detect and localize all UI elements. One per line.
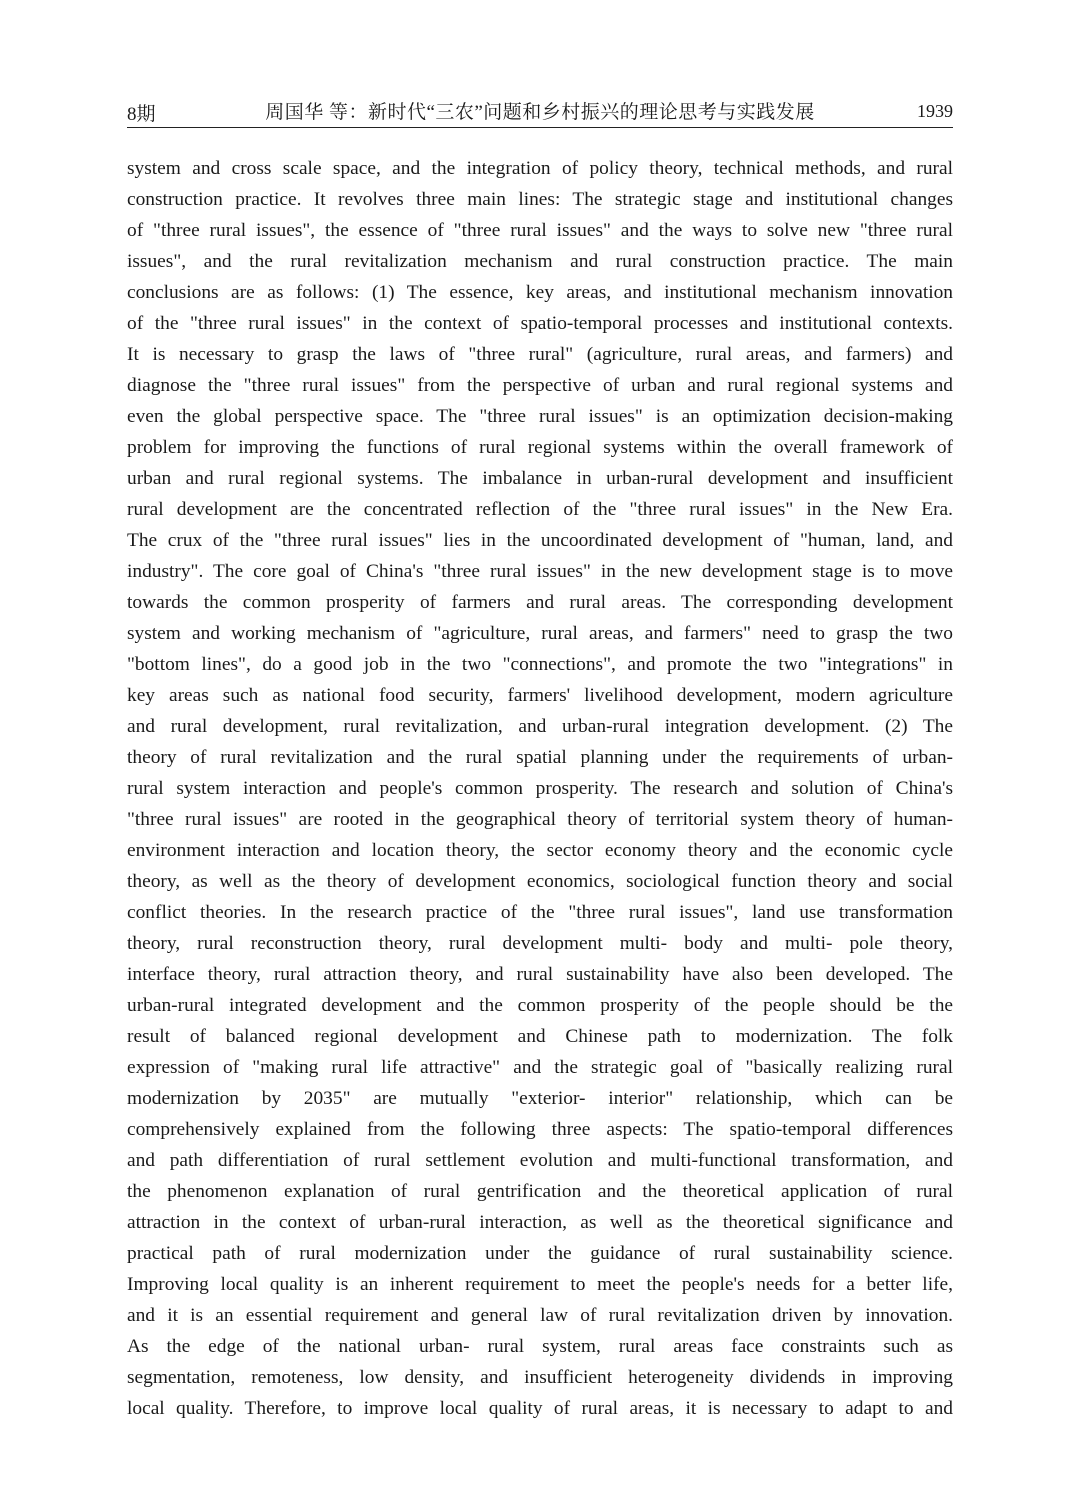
text-line: and path differentiation of rural settlement evolution and multi-functional transformation, and (127, 1150, 953, 1171)
text-line: The crux of the "three rural issues" lies in the uncoordinated development of "human, land, and (127, 530, 953, 551)
text-line: Improving local quality is an inherent requirement to meet the people's needs for a better life, (127, 1274, 953, 1295)
text-line: result of balanced regional development and Chinese path to modernization. The folk (127, 1026, 953, 1047)
text-line: attraction in the context of urban-rural interaction, as well as the theoretical significance and (127, 1212, 953, 1233)
text-line: issues", and the rural revitalization mechanism and rural construction practice. The main (127, 251, 953, 272)
text-line: expression of "making rural life attractive" and the strategic goal of "basically realizing rural (127, 1057, 953, 1078)
text-line: rural system interaction and people's common prosperity. The research and solution of China's (127, 778, 953, 799)
text-line: problem for improving the functions of rural regional systems within the overall framework of (127, 437, 953, 458)
text-line: conclusions are as follows: (1) The essence, key areas, and institutional mechanism innovation (127, 282, 953, 303)
text-line: system and cross scale space, and the integration of policy theory, technical methods, and rural (127, 158, 953, 179)
text-line: even the global perspective space. The "three rural issues" is an optimization decision-making (127, 406, 953, 427)
page-number: 1939 (917, 101, 953, 121)
text-line: environment interaction and location theory, the sector economy theory and the economic cycle (127, 840, 953, 861)
issue-label: 8期 (127, 104, 156, 125)
text-line: conflict theories. In the research practice of the "three rural issues", land use transformation (127, 902, 953, 923)
text-line: diagnose the "three rural issues" from the perspective of urban and rural regional systems and (127, 375, 953, 396)
text-line: key areas such as national food security, farmers' livelihood development, modern agriculture (127, 685, 953, 706)
text-line: interface theory, rural attraction theory, and rural sustainability have also been developed. The (127, 964, 953, 985)
text-line: system and working mechanism of "agriculture, rural areas, and farmers" need to grasp the two (127, 623, 953, 644)
text-line: and rural development, rural revitalization, and urban-rural integration development. (2) The (127, 716, 953, 737)
text-line: local quality. Therefore, to improve local quality of rural areas, it is necessary to adapt to and (127, 1398, 953, 1419)
text-line: industry". The core goal of China's "three rural issues" in the new development stage is to move (127, 561, 953, 582)
text-line: theory, rural reconstruction theory, rural development multi- body and multi- pole theory, (127, 933, 953, 954)
text-line: practical path of rural modernization under the guidance of rural sustainability science. (127, 1243, 953, 1264)
text-line: urban and rural regional systems. The imbalance in urban-rural development and insufficient (127, 468, 953, 489)
text-line: and it is an essential requirement and general law of rural revitalization driven by innovation. (127, 1305, 953, 1326)
text-line: modernization by 2035" are mutually "exterior- interior" relationship, which can be (127, 1088, 953, 1109)
text-line: of "three rural issues", the essence of "three rural issues" and the ways to solve new "three rural (127, 220, 953, 241)
text-line: It is necessary to grasp the laws of "three rural" (agriculture, rural areas, and farmers) and (127, 344, 953, 365)
text-line: "three rural issues" are rooted in the geographical theory of territorial system theory of human- (127, 809, 953, 830)
body-paragraph (127, 153, 953, 1424)
text-line: towards the common prosperity of farmers and rural areas. The corresponding development (127, 592, 953, 613)
text-line: the phenomenon explanation of rural gentrification and the theoretical application of rural (127, 1181, 953, 1202)
text-line: theory of rural revitalization and the rural spatial planning under the requirements of urban- (127, 747, 953, 768)
text-line: segmentation, remoteness, low density, and insufficient heterogeneity dividends in improving (127, 1367, 953, 1388)
text-line: urban-rural integrated development and the common prosperity of the people should be the (127, 995, 953, 1016)
running-head (127, 97, 953, 128)
running-title: 周国华 等：新时代“三农”问题和乡村振兴的理论思考与实践发展 (265, 102, 815, 123)
text-line: rural development are the concentrated reflection of the "three rural issues" in the New Era. (127, 499, 953, 520)
text-line: "bottom lines", do a good job in the two "connections", and promote the two "integrations" in (127, 654, 953, 675)
text-line: As the edge of the national urban- rural system, rural areas face constraints such as (127, 1336, 953, 1357)
text-line: of the "three rural issues" in the context of spatio-temporal processes and institutional contexts. (127, 313, 953, 334)
text-line: comprehensively explained from the following three aspects: The spatio-temporal differences (127, 1119, 953, 1140)
text-line: theory, as well as the theory of development economics, sociological function theory and social (127, 871, 953, 892)
text-line: construction practice. It revolves three main lines: The strategic stage and institutional changes (127, 189, 953, 210)
